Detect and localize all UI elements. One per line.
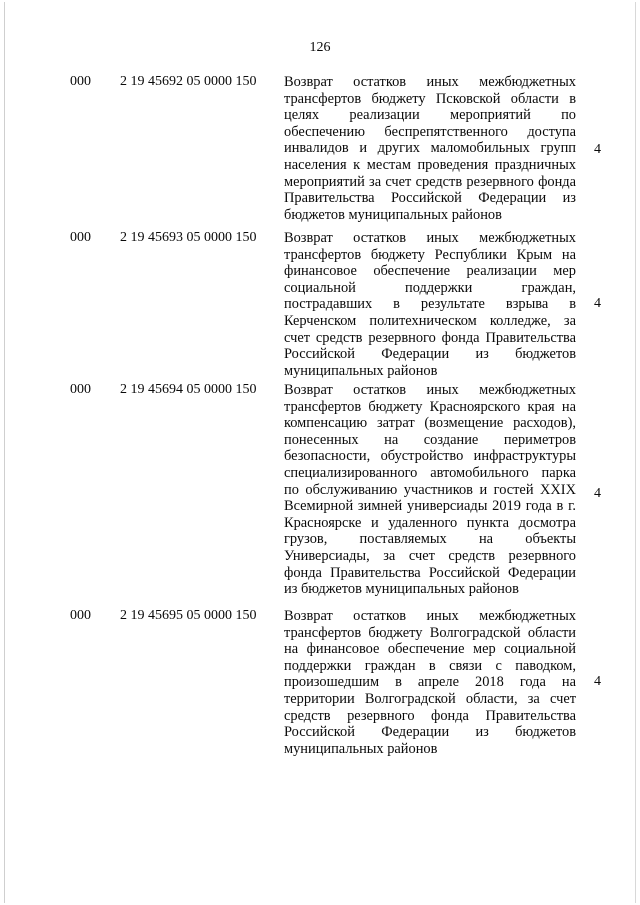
row-description: Возврат остатков иных межбюджетных трансфертов бюджету Волгоградской области на финансовое обеспечение мер социальной поддержки граждан в связи с паводком, произошедшим в апреле 2018 года на территории Волгоградской области, за счет средств резервного фонда Правительства Российской Федерации из бюджетов муниципальных районов <box>284 608 576 757</box>
page-number: 126 <box>309 40 331 55</box>
admin-code: 000 <box>70 608 91 623</box>
row-description: Возврат остатков иных межбюджетных трансфертов бюджету Красноярского края на компенсацию затрат (возмещение расходов), понесенных на создание периметров безопасности, обустройство инфраструктуры специализированного автомобильного парка по обслуживанию участников и гостей XXIX Всемирной зимней универсиады 2019 года в г. Красноярске и удаленного пункта досмотра грузов, поставляемых на объекты Универсиады, за счет средств резервного фонда Правительства Российской Федерации из бюджетов муниципальных районов <box>284 382 576 598</box>
admin-code: 000 <box>70 230 91 245</box>
budget-classification-code: 2 19 45693 05 0000 150 <box>120 230 257 245</box>
row-number: 4 <box>594 142 601 157</box>
row-number: 4 <box>594 296 601 311</box>
admin-code: 000 <box>70 382 91 397</box>
row-description: Возврат остатков иных межбюджетных трансфертов бюджету Псковской области в целях реализации мероприятий по обеспечению беспрепятственного доступа инвалидов и других маломобильных групп населения к местам проведения праздничных мероприятий за счет средств резервного фонда Правительства Российской Федерации из бюджетов муниципальных районов <box>284 74 576 223</box>
row-number: 4 <box>594 674 601 689</box>
budget-classification-code: 2 19 45692 05 0000 150 <box>120 74 257 89</box>
row-number: 4 <box>594 486 601 501</box>
admin-code: 000 <box>70 74 91 89</box>
budget-classification-code: 2 19 45695 05 0000 150 <box>120 608 257 623</box>
row-description: Возврат остатков иных межбюджетных трансфертов бюджету Республики Крым на финансовое обеспечение реализации мер социальной поддержки граждан, пострадавших в результате взрыва в Керченском политехническом колледже, за счет средств резервного фонда Правительства Российской Федерации из бюджетов муниципальных районов <box>284 230 576 379</box>
budget-classification-code: 2 19 45694 05 0000 150 <box>120 382 257 397</box>
